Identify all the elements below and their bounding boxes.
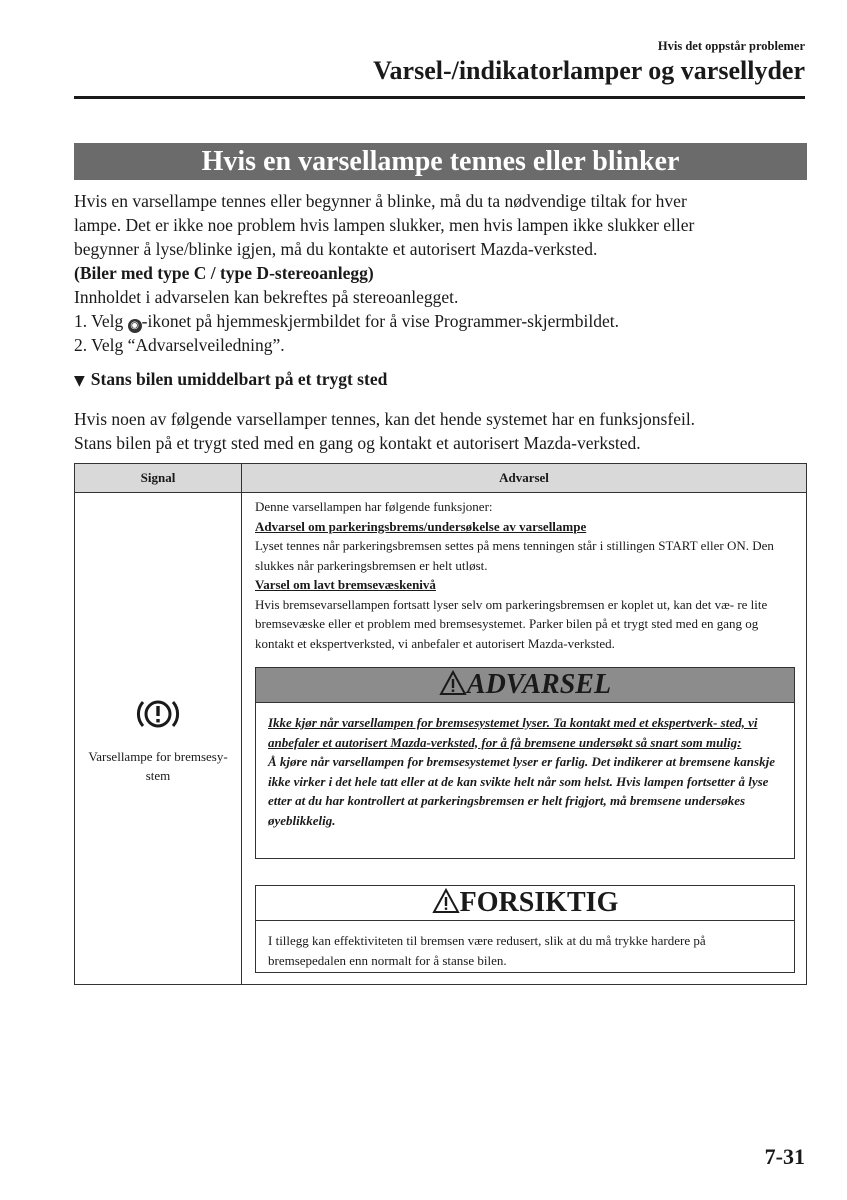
table-header-row <box>75 464 806 493</box>
stereo-type-note: (Biler med type C / type D-stereoanlegg) <box>74 263 374 283</box>
intro-line: Hvis en varsellampe tennes eller begynner å blinke, må du ta nødvendige tiltak for hver <box>74 191 687 211</box>
warning-body <box>256 703 794 830</box>
caution-box <box>255 885 795 973</box>
warning-header <box>256 668 794 703</box>
subheading-text: Stans bilen umiddelbart på et trygt sted <box>90 369 388 389</box>
column-divider <box>241 492 242 984</box>
page-number: 7-31 <box>764 1144 805 1169</box>
intro-line: lampe. Det er ikke noe problem hvis lampen slukker, men hvis lampen ikke slukker eller <box>74 215 695 235</box>
brake-warning-icon <box>135 694 181 734</box>
step-1-prefix: 1. Velg <box>74 311 128 331</box>
stop-line: Hvis noen av følgende varsellamper tennes, kan det hende systemet har en funksjonsfeil. <box>74 409 696 429</box>
step-1 <box>74 309 807 333</box>
warning-underlined-text: Ikke kjør når varsellampen for bremsesystemet lyser. Ta kontakt med et ekspertverk- sted, vi anbefaler et autorisert Mazda-verksted, for å få bremsene undersøkt så snart som mulig: <box>268 715 758 750</box>
intro-paragraph <box>74 189 807 357</box>
brake-fluid-heading: Varsel om lavt bremsevæskenivå <box>255 577 436 592</box>
step-1-suffix: -ikonet på hjemmeskjermbildet for å vise Programmer-skjermbildet. <box>141 311 620 331</box>
header-rule <box>74 96 805 99</box>
warning-box <box>255 667 795 859</box>
warning-table <box>74 463 807 985</box>
section-banner: Hvis en varsellampe tennes eller blinker <box>74 143 807 180</box>
parking-brake-heading: Advarsel om parkeringsbrems/undersøkelse av varsellampe <box>255 518 587 534</box>
warning-title: ADVARSEL <box>466 669 612 700</box>
triangle-down-icon: ▼ <box>74 373 85 389</box>
column-header-signal: Signal <box>75 464 242 492</box>
warning-triangle-icon <box>439 670 467 696</box>
caution-text: I tillegg kan effektiviteten til bremsen være redusert, slik at du må trykke hardere på bremsepedalen enn normalt for å stanse bilen. <box>268 933 706 968</box>
intro-line: begynner å lyse/blinke igjen, må du kontakte et autorisert Mazda-verksted. <box>74 239 598 259</box>
intro-line: Innholdet i advarselen kan bekreftes på stereoanlegget. <box>74 287 459 307</box>
caution-triangle-icon <box>432 888 460 914</box>
caution-title: FORSIKTIG <box>459 887 619 918</box>
caution-header <box>256 886 794 921</box>
page-title: Varsel-/indikatorlamper og varsellyder <box>373 56 805 85</box>
brake-fluid-text: Hvis bremsevarsellampen fortsatt lyser selv om parkeringsbremsen er koplet ut, kan det væ- re lite bremsevæske eller et problem med bremsesystemet. Parker bilen på et trygt sted med en gang og kontakt et ekspertverksted, vi anbefaler et autorisert Mazda-verksted. <box>255 596 768 651</box>
parking-brake-text: Lyset tennes når parkeringsbremsen settes på mens tenningen står i stillingen START eller ON. Den slukkes når parkeringsbremsen er helt utløst. <box>255 538 774 573</box>
signal-label: Varsellampe for bremsesy- stem <box>88 749 228 783</box>
signal-cell <box>75 694 241 785</box>
stop-line: Stans bilen på et trygt sted med en gang og kontakt et autorisert Mazda-verksted. <box>74 433 641 453</box>
subheading <box>74 369 387 390</box>
section-header: Hvis det oppstår problemer <box>657 39 805 53</box>
lead-text: Denne varsellampen har følgende funksjoner: <box>255 499 493 514</box>
step-2: 2. Velg “Advarselveiledning”. <box>74 335 285 355</box>
warning-description <box>255 497 795 653</box>
column-header-warning: Advarsel <box>499 470 549 485</box>
applications-icon: ◉ <box>128 319 142 333</box>
warning-text: Å kjøre når varsellampen for bremsesystemet lyser er farlig. Det indikerer at bremsene kanskje ikke virker i det hele tatt eller at de kan svikte helt når som helst. Hvis lampen fortsetter å lyse etter at du har kontrollert at parkeringsbremsen er helt frigjort, må bremsene undersøkes øyeblikkelig. <box>268 754 775 828</box>
stop-paragraph <box>74 407 807 455</box>
